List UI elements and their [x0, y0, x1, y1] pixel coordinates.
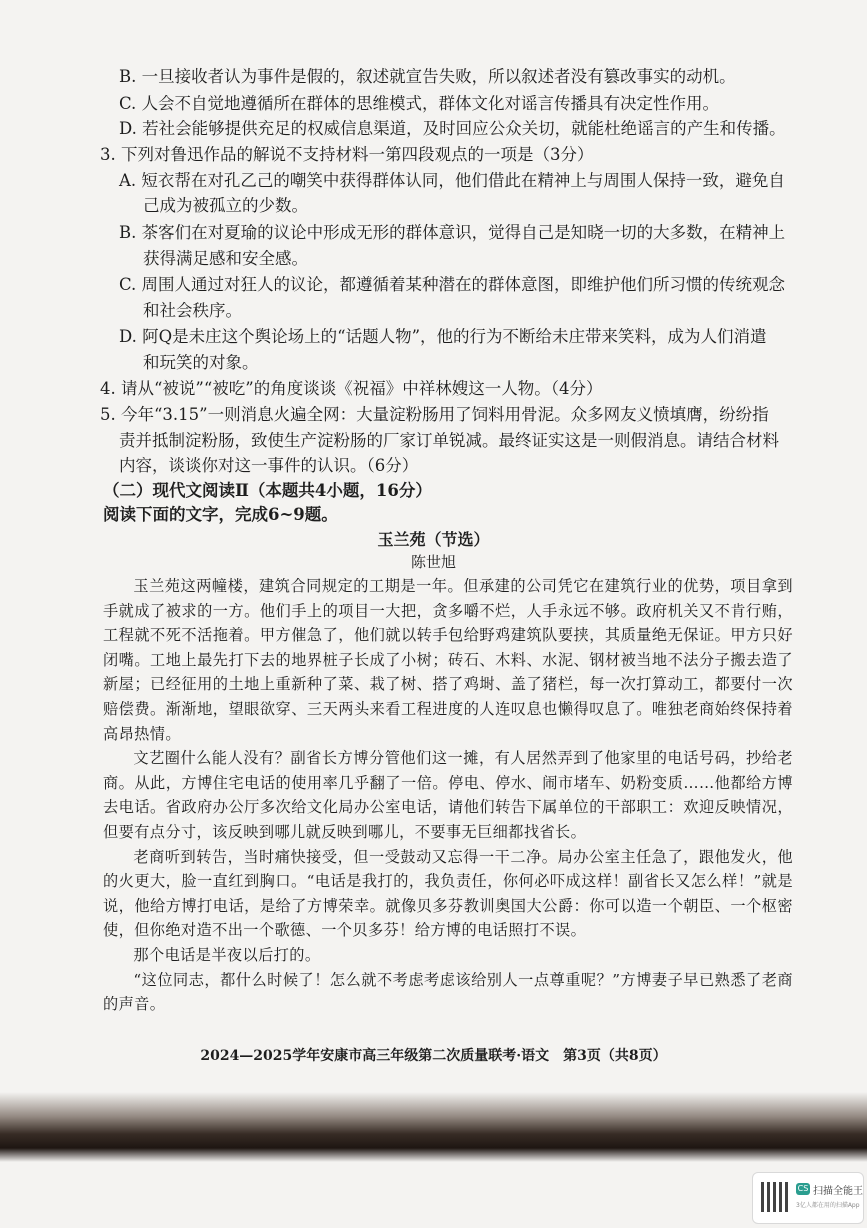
- q3-stem: 3. 下列对鲁迅作品的解说不支持材料一第四段观点的一项是（3分）: [100, 145, 594, 164]
- reading-instruction: 阅读下面的文字，完成6~9题。: [103, 505, 338, 524]
- scanner-logo-icon: CS: [797, 1184, 809, 1193]
- article-paragraph-1: 玉兰苑这两幢楼，建筑合同规定的工期是一年。但承建的公司凭它在建筑行业的优势，项目拿到手就成了被求的一方。他们手上的项目一大把，贪多嚼不烂，人手永远不够。政府机关又不肯行贿，工程就不死不活拖着。甲方催急了，他们就以转手包给野鸡建筑队要挟，其质量绝无保证。甲方只好闭嘴。工地上最先打下去的地界桩子长成了小树；砖石、木料、水泥、钢材被当地不法分子搬去造了新屋；已经征用的土地上重新种了菜、栽了树、搭了鸡埘、盖了猪栏，每一次打算动工，都要付一次赔偿费。渐渐地，望眼欲穿、三天两头来看工程进度的人连叹息也懒得叹息了。唯独老商始终保持着高昂热情。: [103, 577, 793, 743]
- q3-option-b: B. 茶客们在对夏瑜的议论中形成无形的群体意识，觉得自己是知晓一切的大多数，在精神上: [119, 223, 786, 242]
- q2-option-d: D. 若社会能够提供充足的权威信息渠道，及时回应公众关切，就能杜绝谣言的产生和传播。: [119, 119, 786, 138]
- article-body: [103, 574, 793, 1017]
- section-heading: （二）现代文阅读Ⅱ（本题共4小题，16分）: [103, 481, 432, 500]
- article-paragraph-5: “这位同志，都什么时候了！怎么就不考虑考虑该给别人一点尊重呢？”方博妻子早已熟悉了老商的声音。: [103, 970, 793, 1014]
- q3-option-d: D. 阿Q是未庄这个舆论场上的“话题人物”，他的行为不断给未庄带来笑料，成为人们消遣: [119, 327, 767, 346]
- scan-shadow-band: [0, 1092, 867, 1162]
- q3-option-d-cont: 和玩笑的对象。: [143, 353, 259, 372]
- q3-option-c: C. 周围人通过对狂人的议论，都遵循着某种潜在的群体意图，即维护他们所习惯的传统观念: [119, 275, 786, 294]
- q3-option-b-cont: 获得满足感和安全感。: [143, 249, 308, 268]
- article-paragraph-3: 老商听到转告，当时痛快接受，但一受鼓动又忘得一干二净。局办公室主任急了，跟他发火，他的火更大，脸一直红到胸口。“电话是我打的，我负责任，你何必吓成这样！副省长又怎么样！”就是说，他给方博打电话，是给了方博荣幸。就像贝多芬教训奥国大公爵：你可以造一个朝臣、一个枢密使，但你绝对造不出一个歌德、一个贝多芬！给方博的电话照打不误。: [103, 847, 793, 940]
- q3-option-c-cont: 和社会秩序。: [143, 301, 242, 320]
- article-author: 陈世旭: [410, 553, 456, 571]
- scanner-app-tagline: 3亿人都在用的扫描App: [796, 1202, 860, 1209]
- scanner-watermark-badge: [752, 1172, 864, 1224]
- page-footer: 2024—2025学年安康市高三年级第二次质量联考·语文 第3页（共8页）: [200, 1048, 667, 1064]
- q4-stem: 4. 请从“被说”“被吃”的角度谈谈《祝福》中祥林嫂这一人物。（4分）: [100, 379, 603, 398]
- article-title: 玉兰苑（节选）: [377, 530, 490, 549]
- article-paragraph-2: 文艺圈什么能人没有？副省长方博分管他们这一摊，有人居然弄到了他家里的电话号码，抄给老商。从此，方博住宅电话的使用率几乎翻了一倍。停电、停水、闹市堵车、奶粉变质……他都给方博去电话。省政府办公厅多次给文化局办公室电话，请他们转告下属单位的干部职工：欢迎反映情况，但要有点分寸，该反映到哪儿就反映到哪儿，不要事无巨细都找省长。: [103, 749, 793, 841]
- q5-stem-cont2: 内容，谈谈你对这一事件的认识。（6分）: [119, 456, 419, 475]
- scanner-app-name: 扫描全能王: [813, 1186, 863, 1197]
- article-paragraph-4: 那个电话是半夜以后打的。: [133, 945, 321, 964]
- q2-option-b: B. 一旦接收者认为事件是假的，叙述就宣告失败，所以叙述者没有篡改事实的动机。: [119, 67, 736, 86]
- q5-stem-cont1: 责并抵制淀粉肠，致使生产淀粉肠的厂家订单锐减。最终证实这是一则假消息。请结合材料: [119, 431, 779, 450]
- qr-code-icon: [761, 1182, 791, 1212]
- q3-option-a-cont: 己成为被孤立的少数。: [143, 196, 308, 215]
- q3-option-a: A. 短衣帮在对孔乙己的嘲笑中获得群体认同，他们借此在精神上与周围人保持一致，避免自: [119, 171, 785, 190]
- q2-option-c: C. 人会不自觉地遵循所在群体的思维模式，群体文化对谣言传播具有决定性作用。: [119, 94, 720, 113]
- q5-stem: 5. 今年“3.15”一则消息火遍全网：大量淀粉肠用了饲料用骨泥。众多网友义愤填膺，纷纷指: [100, 405, 769, 424]
